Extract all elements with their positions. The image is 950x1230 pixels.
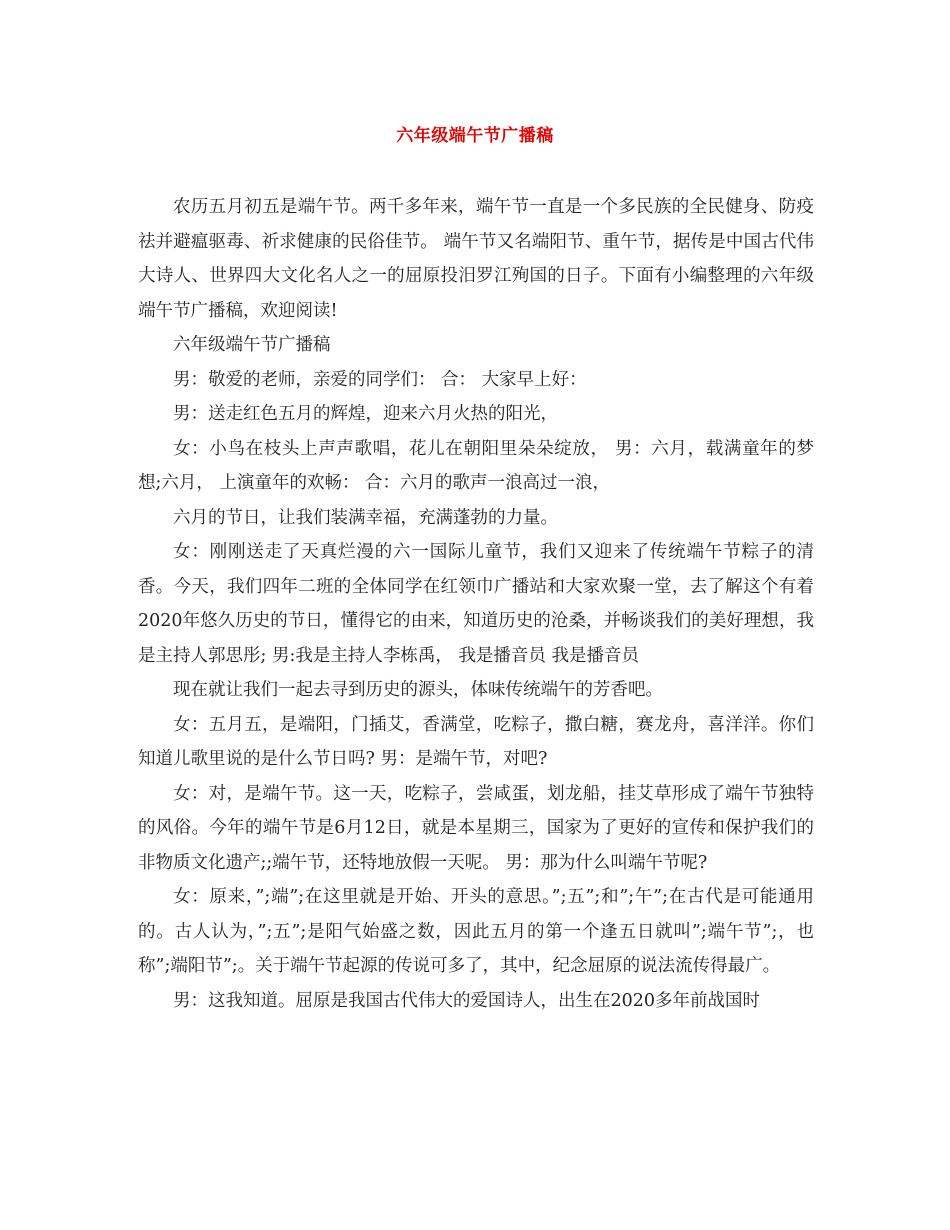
paragraph-intro: 农历五月初五是端午节。两千多年来，端午节一直是一个多民族的全民健身、防疫祛并避瘟驱毒、祈求健康的民俗佳节。 端午节又名端阳节、重午节，据传是中国古代伟大诗人、世界四大文化名人之一的屈原投汨罗江殉国的日子。下面有小编整理的六年级端午节广播稿，欢迎阅读! xyxy=(138,197,814,321)
paragraph: 女：五月五，是端阳，门插艾，香满堂，吃粽子，撒白糖，赛龙舟，喜洋洋。你们知道儿歌里说的是什么节日吗? 男：是端午节，对吧? xyxy=(138,714,814,769)
paragraph: 女：对，是端午节。这一天，吃粽子，尝咸蛋，划龙船，挂艾草形成了端午节独特的风俗。今年的端午节是6月12日，就是本星期三，国家为了更好的宣传和保护我们的非物质文化遗产;;端午节，还特地放假一天呢。 男：那为什么叫端午节呢? xyxy=(138,783,814,873)
document-title: 六年级端午节广播稿 xyxy=(396,126,554,146)
paragraph: 男：敬爱的老师，亲爱的同学们： 合： 大家早上好： xyxy=(173,369,587,390)
paragraph: 男：送走红色五月的辉煌，迎来六月火热的阳光， xyxy=(173,404,558,424)
paragraph: 男：这我知道。屈原是我国古代伟大的爱国诗人，出生在2020多年前战国时 xyxy=(173,990,761,1011)
paragraph: 女：小鸟在枝头上声声歌唱，花儿在朝阳里朵朵绽放， 男：六月，载满童年的梦想;六月， 上演童年的欢畅： 合：六月的歌声一浪高过一浪， xyxy=(138,438,814,493)
paragraph-heading: 六年级端午节广播稿 xyxy=(173,335,331,355)
paragraph: 女：刚刚送走了天真烂漫的六一国际儿童节，我们又迎来了传统端午节粽子的清香。今天，我们四年二班的全体同学在红领巾广播站和大家欢聚一堂，去了解这个有着2020年悠久历史的节日，懂得它的由来，知道历史的沧桑，并畅谈我们的美好理想，我是主持人郭思彤; 男:我是主持人李栋禹， 我是播音员 我是播音员 xyxy=(138,542,814,666)
paragraph: 现在就让我们一起去寻到历史的源头，体味传统端午的芳香吧。 xyxy=(173,680,663,700)
paragraph: 女：原来，”;端”;在这里就是开始、开头的意思。”;五”;和”;午”;在古代是可能通用的。古人认为，”;五”;是阳气始盛之数，因此五月的第一个逢五日就叫”;端午节”;，也称”;端阳节”;。关于端午节起源的传说可多了，其中，纪念屈原的说法流传得最广。 xyxy=(138,887,814,976)
paragraph: 六月的节日，让我们装满幸福，充满蓬勃的力量。 xyxy=(173,507,558,528)
document-body xyxy=(138,190,814,1018)
